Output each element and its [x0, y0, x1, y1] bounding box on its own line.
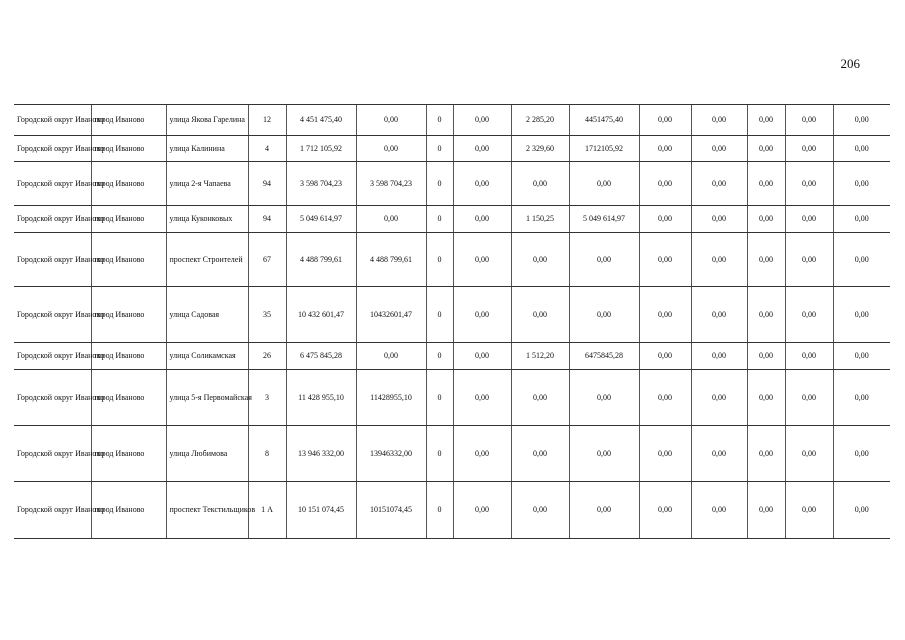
value-4-cell: 0,00	[453, 162, 511, 206]
street-cell: улица Куконковых	[166, 206, 248, 233]
area-cell: 0,00	[511, 482, 569, 539]
table-body	[14, 105, 890, 539]
table-row	[14, 233, 890, 287]
house-number-cell: 26	[248, 343, 286, 370]
value-11-cell: 0,00	[833, 287, 890, 343]
value-4-cell: 0,00	[453, 482, 511, 539]
city-cell: город Иваново	[91, 343, 166, 370]
value-3-cell: 0	[426, 105, 453, 136]
value-9-cell: 0,00	[747, 233, 785, 287]
total-cost-cell: 5 049 614,97	[286, 206, 356, 233]
value-4-cell: 0,00	[453, 343, 511, 370]
value-7-cell: 0,00	[639, 287, 691, 343]
value-3-cell: 0	[426, 482, 453, 539]
value-10-cell: 0,00	[785, 162, 833, 206]
value-9-cell: 0,00	[747, 482, 785, 539]
value-8-cell: 0,00	[691, 162, 747, 206]
district-cell: Городской округ Иваново	[14, 233, 91, 287]
area-cell: 0,00	[511, 426, 569, 482]
value-10-cell: 0,00	[785, 206, 833, 233]
value-2-cell: 10432601,47	[356, 287, 426, 343]
value-7-cell: 0,00	[639, 482, 691, 539]
value-8-cell: 0,00	[691, 343, 747, 370]
table-row	[14, 482, 890, 539]
value-10-cell: 0,00	[785, 426, 833, 482]
value-2-cell: 4 488 799,61	[356, 233, 426, 287]
house-number-cell: 4	[248, 136, 286, 162]
value-2-cell: 10151074,45	[356, 482, 426, 539]
value-9-cell: 0,00	[747, 287, 785, 343]
street-cell: улица Якова Гарелина	[166, 105, 248, 136]
street-cell: проспект Текстильщиков	[166, 482, 248, 539]
table-row	[14, 426, 890, 482]
value-7-cell: 0,00	[639, 136, 691, 162]
value-2-cell: 0,00	[356, 105, 426, 136]
value-4-cell: 0,00	[453, 136, 511, 162]
value-10-cell: 0,00	[785, 105, 833, 136]
house-number-cell: 94	[248, 162, 286, 206]
area-cell: 1 150,25	[511, 206, 569, 233]
table-row	[14, 136, 890, 162]
district-cell: Городской округ Иваново	[14, 105, 91, 136]
value-2-cell: 3 598 704,23	[356, 162, 426, 206]
value-4-cell: 0,00	[453, 105, 511, 136]
value-10-cell: 0,00	[785, 287, 833, 343]
total-cost-cell: 10 151 074,45	[286, 482, 356, 539]
value-11-cell: 0,00	[833, 233, 890, 287]
value-10-cell: 0,00	[785, 482, 833, 539]
value-9-cell: 0,00	[747, 162, 785, 206]
area-cell: 0,00	[511, 233, 569, 287]
value-6-cell: 0,00	[569, 233, 639, 287]
value-3-cell: 0	[426, 370, 453, 426]
house-number-cell: 67	[248, 233, 286, 287]
value-3-cell: 0	[426, 162, 453, 206]
value-3-cell: 0	[426, 287, 453, 343]
value-6-cell: 4451475,40	[569, 105, 639, 136]
value-8-cell: 0,00	[691, 370, 747, 426]
area-cell: 0,00	[511, 287, 569, 343]
value-2-cell: 11428955,10	[356, 370, 426, 426]
value-8-cell: 0,00	[691, 482, 747, 539]
table-row	[14, 206, 890, 233]
value-8-cell: 0,00	[691, 426, 747, 482]
city-cell: город Иваново	[91, 233, 166, 287]
value-4-cell: 0,00	[453, 426, 511, 482]
value-2-cell: 0,00	[356, 206, 426, 233]
table-row	[14, 287, 890, 343]
district-cell: Городской округ Иваново	[14, 482, 91, 539]
street-cell: улица Садовая	[166, 287, 248, 343]
area-cell: 2 329,60	[511, 136, 569, 162]
total-cost-cell: 11 428 955,10	[286, 370, 356, 426]
city-cell: город Иваново	[91, 136, 166, 162]
city-cell: город Иваново	[91, 370, 166, 426]
value-9-cell: 0,00	[747, 105, 785, 136]
value-3-cell: 0	[426, 233, 453, 287]
total-cost-cell: 4 451 475,40	[286, 105, 356, 136]
value-11-cell: 0,00	[833, 206, 890, 233]
value-4-cell: 0,00	[453, 287, 511, 343]
table-row	[14, 370, 890, 426]
area-cell: 0,00	[511, 162, 569, 206]
value-10-cell: 0,00	[785, 343, 833, 370]
value-3-cell: 0	[426, 206, 453, 233]
value-7-cell: 0,00	[639, 233, 691, 287]
street-cell: улица 5-я Первомайская	[166, 370, 248, 426]
city-cell: город Иваново	[91, 426, 166, 482]
value-6-cell: 1712105,92	[569, 136, 639, 162]
value-2-cell: 0,00	[356, 136, 426, 162]
street-cell: проспект Строителей	[166, 233, 248, 287]
housing-register-table	[14, 104, 890, 539]
value-7-cell: 0,00	[639, 426, 691, 482]
city-cell: город Иваново	[91, 206, 166, 233]
area-cell: 0,00	[511, 370, 569, 426]
total-cost-cell: 10 432 601,47	[286, 287, 356, 343]
value-9-cell: 0,00	[747, 343, 785, 370]
value-7-cell: 0,00	[639, 162, 691, 206]
value-8-cell: 0,00	[691, 105, 747, 136]
district-cell: Городской округ Иваново	[14, 426, 91, 482]
total-cost-cell: 6 475 845,28	[286, 343, 356, 370]
area-cell: 2 285,20	[511, 105, 569, 136]
total-cost-cell: 13 946 332,00	[286, 426, 356, 482]
street-cell: улица 2-я Чапаева	[166, 162, 248, 206]
value-7-cell: 0,00	[639, 105, 691, 136]
district-cell: Городской округ Иваново	[14, 343, 91, 370]
total-cost-cell: 4 488 799,61	[286, 233, 356, 287]
table-row	[14, 162, 890, 206]
value-10-cell: 0,00	[785, 136, 833, 162]
value-4-cell: 0,00	[453, 370, 511, 426]
district-cell: Городской округ Иваново	[14, 370, 91, 426]
table-row	[14, 105, 890, 136]
house-number-cell: 12	[248, 105, 286, 136]
street-cell: улица Соликамская	[166, 343, 248, 370]
value-6-cell: 0,00	[569, 287, 639, 343]
district-cell: Городской округ Иваново	[14, 206, 91, 233]
value-9-cell: 0,00	[747, 426, 785, 482]
house-number-cell: 1 А	[248, 482, 286, 539]
value-11-cell: 0,00	[833, 105, 890, 136]
value-11-cell: 0,00	[833, 136, 890, 162]
value-3-cell: 0	[426, 136, 453, 162]
district-cell: Городской округ Иваново	[14, 287, 91, 343]
value-2-cell: 0,00	[356, 343, 426, 370]
total-cost-cell: 1 712 105,92	[286, 136, 356, 162]
value-11-cell: 0,00	[833, 162, 890, 206]
value-7-cell: 0,00	[639, 370, 691, 426]
house-number-cell: 94	[248, 206, 286, 233]
value-8-cell: 0,00	[691, 287, 747, 343]
value-2-cell: 13946332,00	[356, 426, 426, 482]
value-8-cell: 0,00	[691, 136, 747, 162]
house-number-cell: 35	[248, 287, 286, 343]
value-6-cell: 6475845,28	[569, 343, 639, 370]
area-cell: 1 512,20	[511, 343, 569, 370]
value-6-cell: 0,00	[569, 426, 639, 482]
value-9-cell: 0,00	[747, 136, 785, 162]
value-11-cell: 0,00	[833, 482, 890, 539]
city-cell: город Иваново	[91, 482, 166, 539]
value-8-cell: 0,00	[691, 233, 747, 287]
value-7-cell: 0,00	[639, 206, 691, 233]
value-6-cell: 0,00	[569, 370, 639, 426]
value-9-cell: 0,00	[747, 370, 785, 426]
value-10-cell: 0,00	[785, 233, 833, 287]
district-cell: Городской округ Иваново	[14, 136, 91, 162]
page-number: 206	[840, 56, 860, 71]
value-4-cell: 0,00	[453, 233, 511, 287]
value-6-cell: 0,00	[569, 482, 639, 539]
city-cell: город Иваново	[91, 162, 166, 206]
value-7-cell: 0,00	[639, 343, 691, 370]
street-cell: улица Любимова	[166, 426, 248, 482]
value-6-cell: 5 049 614,97	[569, 206, 639, 233]
value-9-cell: 0,00	[747, 206, 785, 233]
value-6-cell: 0,00	[569, 162, 639, 206]
table-row	[14, 343, 890, 370]
house-number-cell: 8	[248, 426, 286, 482]
value-10-cell: 0,00	[785, 370, 833, 426]
total-cost-cell: 3 598 704,23	[286, 162, 356, 206]
city-cell: город Иваново	[91, 105, 166, 136]
house-number-cell: 3	[248, 370, 286, 426]
value-3-cell: 0	[426, 343, 453, 370]
value-3-cell: 0	[426, 426, 453, 482]
value-11-cell: 0,00	[833, 426, 890, 482]
street-cell: улица Калинина	[166, 136, 248, 162]
district-cell: Городской округ Иваново	[14, 162, 91, 206]
value-11-cell: 0,00	[833, 370, 890, 426]
value-11-cell: 0,00	[833, 343, 890, 370]
value-4-cell: 0,00	[453, 206, 511, 233]
value-8-cell: 0,00	[691, 206, 747, 233]
city-cell: город Иваново	[91, 287, 166, 343]
